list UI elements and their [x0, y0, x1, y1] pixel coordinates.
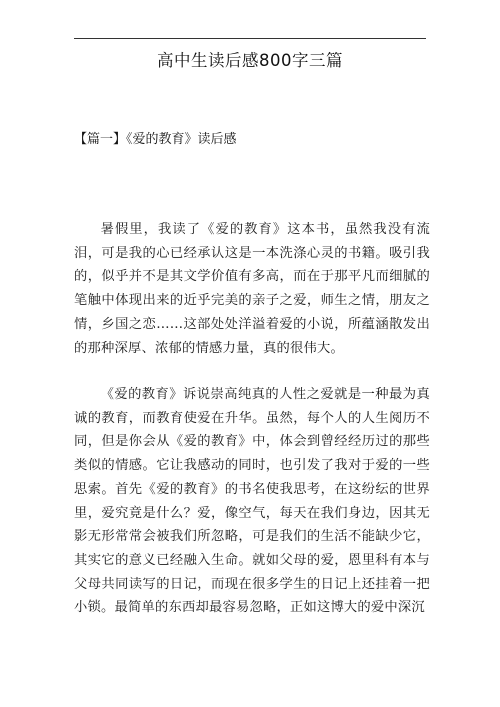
document-title: 高中生读后感800字三篇: [157, 51, 343, 70]
section-heading: 【篇一】《爱的教育》读后感: [74, 132, 237, 147]
body-paragraph-2: 《爱的教育》诉说崇高纯真的人性之爱就是一种最为真诚的教育，而教育使爱在升华。虽然，每个人的人生阅历不同，但是你会从《爱的教育》中，体会到曾经经历过的那些类似的情感。它让我感动的同时，也引发了我对于爱的一些思索。首先《爱的教育》的书名使我思考，在这纷纭的世界里，爱究竟是什么？爱，像空气，每天在我们身边，因其无影无形常常会被我们所忽略，可是我们的生活不能缺少它，其实它的意义已经融入生命。就如父母的爱，恩里科有本与父母共同读写的日记，而现在很多学生的日记上还挂着一把小锁。最简单的东西却最容易忽略，正如这博大的爱中深沉: [74, 387, 430, 616]
header-rule: [74, 38, 426, 39]
body-paragraph-1: 暑假里，我读了《爱的教育》这本书，虽然我没有流泪，可是我的心已经承认这是一本洗涤心灵的书籍。吸引我的，似乎并不是其文学价值有多高，而在于那平凡而细腻的笔触中体现出来的近乎完美的亲子之爱，师生之情，朋友之情，乡国之恋……这部处处洋溢着爱的小说，所蕴涵散发出的那种深厚、浓郁的情感力量，真的很伟大。: [74, 222, 430, 356]
